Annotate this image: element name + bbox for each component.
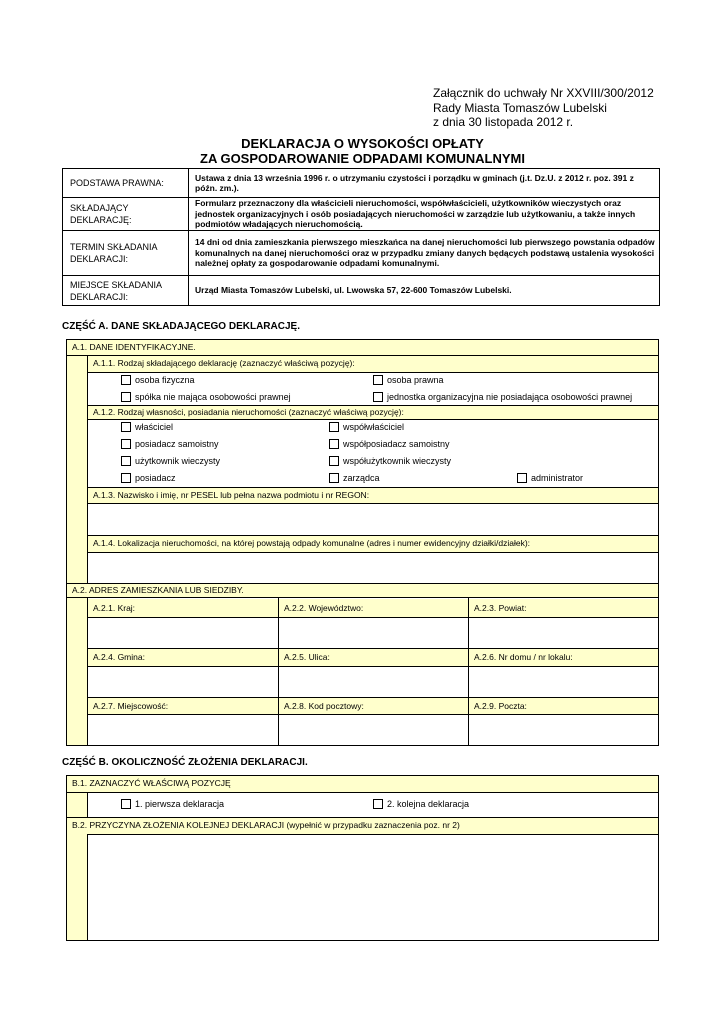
attachment-note (433, 86, 654, 130)
rule (67, 792, 658, 793)
b2-input[interactable] (88, 835, 658, 940)
checkbox-icon[interactable] (517, 473, 527, 483)
b1-header: B.1. ZAZNACZYĆ WŁAŚCIWĄ POZYCJĘ (67, 776, 658, 792)
address-grid (66, 597, 659, 746)
place-label-line-2: DEKLARACJI: (70, 291, 129, 302)
checkbox-icon[interactable] (329, 473, 339, 483)
field-poczta-input[interactable] (469, 715, 658, 745)
attachment-line-1: Załącznik do uchwały Nr XXVIII/300/2012 (433, 86, 654, 100)
a14-input[interactable] (88, 553, 658, 583)
attachment-line-2: Rady Miasta Tomaszów Lubelski (433, 100, 607, 115)
checkbox-icon[interactable] (373, 799, 383, 809)
option-posiadacz[interactable] (121, 473, 176, 483)
field-powiat-label: A.2.3. Powiat: (469, 599, 658, 617)
checkbox-icon[interactable] (121, 473, 131, 483)
part-a-frame (66, 339, 659, 598)
a11-header: A.1.1. Rodzaj składającego deklarację (zaznaczyć właściwą pozycję): (88, 356, 658, 372)
field-kod-label: A.2.8. Kod pocztowy: (279, 698, 468, 714)
a13-input[interactable] (88, 504, 658, 535)
info-row-deadline (63, 231, 660, 276)
option-osoba-prawna[interactable] (373, 375, 444, 385)
checkbox-icon[interactable] (121, 439, 131, 449)
field-ulica-input[interactable] (279, 667, 468, 697)
option-posiadacz-samoistny[interactable] (121, 439, 219, 449)
checkbox-icon[interactable] (373, 375, 383, 385)
field-powiat-input[interactable] (469, 618, 658, 648)
field-miejscowosc-input[interactable] (88, 715, 278, 745)
checkbox-icon[interactable] (329, 422, 339, 432)
checkbox-icon[interactable] (121, 456, 131, 466)
option-label: jednostka organizacyjna nie posiadająca osobowości prawnej (387, 392, 633, 402)
option-kolejna-deklaracja[interactable] (373, 799, 469, 809)
deadline-label (63, 231, 189, 276)
info-row-place (63, 276, 660, 306)
rule (87, 419, 658, 420)
option-label: właściciel (135, 422, 174, 432)
field-nr-domu-input[interactable] (469, 667, 658, 697)
field-nr-domu-label: A.2.6. Nr domu / nr lokalu: (469, 649, 658, 666)
option-label: zarządca (343, 473, 380, 483)
option-spolka[interactable] (121, 392, 291, 402)
option-wlasciciel[interactable] (121, 422, 173, 432)
option-wspoluzytkownik[interactable] (329, 456, 451, 466)
field-kod-input[interactable] (279, 715, 468, 745)
checkbox-icon[interactable] (121, 392, 131, 402)
a12-header: A.1.2. Rodzaj własności, posiadania nieruchomości (zaznaczyć właściwą pozycję): (88, 406, 658, 419)
part-a-margin (67, 340, 87, 597)
filer-value: Formularz przeznaczony dla właścicieli nieruchomości, współwłaścicieli, użytkowników wieczystych oraz jednostek organizacyjnych i osób posiadających nieruchomości w zarządzie lub użytkowaniu, a także innych podmiotów władających nieruchomością. (189, 198, 660, 231)
option-pierwsza-deklaracja[interactable] (121, 799, 224, 809)
field-poczta-label: A.2.9. Poczta: (469, 698, 658, 714)
place-label (63, 276, 189, 306)
field-kraj-label: A.2.1. Kraj: (88, 599, 278, 617)
field-wojewodztwo-label: A.2.2. Województwo: (279, 599, 468, 617)
option-osoba-fizyczna[interactable] (121, 375, 195, 385)
option-label: 1. pierwsza deklaracja (135, 799, 225, 809)
part-b-heading: CZĘŚĆ B. OKOLICZNOŚĆ ZŁOŻENIA DEKLARACJI. (62, 757, 308, 768)
info-row-basis (63, 169, 660, 198)
filer-label-line-2: DEKLARACJĘ: (70, 215, 132, 225)
option-wspolwlasciciel[interactable] (329, 422, 404, 432)
field-wojewodztwo-input[interactable] (279, 618, 468, 648)
checkbox-icon[interactable] (329, 439, 339, 449)
field-kraj-input[interactable] (88, 618, 278, 648)
a13-header: A.1.3. Nazwisko i imię, nr PESEL lub pełna nazwa podmiotu i nr REGON: (88, 488, 658, 503)
filer-label-line-1: SKŁADAJĄCY (70, 203, 129, 213)
filer-label (63, 198, 189, 231)
address-margin (67, 598, 87, 745)
info-row-filer (63, 198, 660, 231)
field-gmina-label: A.2.4. Gmina: (88, 649, 278, 666)
option-label: osoba fizyczna (135, 375, 195, 385)
field-miejscowosc-label: A.2.7. Miejscowość: (88, 698, 278, 714)
option-jednostka[interactable] (373, 392, 632, 402)
field-ulica-label: A.2.5. Ulica: (279, 649, 468, 666)
place-value: Urząd Miasta Tomaszów Lubelski, ul. Lwowska 57, 22-600 Tomaszów Lubelski. (189, 276, 660, 306)
b2-header: B.2. PRZYCZYNA ZŁOŻENIA KOLEJNEJ DEKLARACJI (wypełnić w przypadku zaznaczenia poz. nr 2) (67, 818, 658, 834)
place-label-line-1: MIEJSCE SKŁADANIA (70, 279, 163, 290)
option-label: współużytkownik wieczysty (343, 456, 452, 466)
option-label: współwłaściciel (343, 422, 405, 432)
checkbox-icon[interactable] (121, 422, 131, 432)
part-b-margin (67, 776, 87, 940)
title-line-2: ZA GOSPODAROWANIE ODPADAMI KOMUNALNYMI (200, 151, 525, 166)
info-table (62, 168, 660, 306)
checkbox-icon[interactable] (373, 392, 383, 402)
option-label: posiadacz samoistny (135, 439, 219, 449)
part-b-frame (66, 775, 659, 941)
attachment-line-3: z dnia 30 listopada 2012 r. (433, 115, 574, 129)
document-title (0, 136, 725, 166)
option-label: spółka nie mająca osobowości prawnej (135, 392, 291, 402)
field-gmina-input[interactable] (88, 667, 278, 697)
basis-value: Ustawa z dnia 13 września 1996 r. o utrzymaniu czystości i porządku w gminach (j.t. Dz.U. z 2012 r. poz. 391 z późn. zm.). (189, 169, 660, 198)
title-line-1: DEKLARACJA O WYSOKOŚCI OPŁATY (241, 136, 484, 151)
checkbox-icon[interactable] (121, 799, 131, 809)
option-label: współposiadacz samoistny (343, 439, 450, 449)
option-uzytkownik-wieczysty[interactable] (121, 456, 220, 466)
option-administrator[interactable] (517, 473, 583, 483)
option-label: osoba prawna (387, 375, 444, 385)
checkbox-icon[interactable] (329, 456, 339, 466)
basis-label: PODSTAWA PRAWNA: (63, 169, 189, 198)
deadline-label-line-1: TERMIN SKŁADANIA (70, 242, 158, 252)
rule (87, 372, 658, 373)
option-label: posiadacz (135, 473, 176, 483)
option-zarzadca[interactable] (329, 473, 380, 483)
option-label: administrator (531, 473, 584, 483)
part-a-heading: CZĘŚĆ A. DANE SKŁADAJĄCEGO DEKLARACJĘ. (62, 321, 300, 332)
option-label: 2. kolejna deklaracja (387, 799, 470, 809)
deadline-label-line-2: DEKLARACJI: (70, 254, 129, 264)
a2-header: A.2. ADRES ZAMIESZKANIA LUB SIEDZIBY. (67, 584, 658, 597)
a1-header: A.1. DANE IDENTYFIKACYJNE. (67, 340, 658, 355)
option-label: użytkownik wieczysty (135, 456, 221, 466)
a14-header: A.1.4. Lokalizacja nieruchomości, na której powstają odpady komunalne (adres i numer ewidencyjny działki/działek): (88, 536, 658, 552)
deadline-value: 14 dni od dnia zamieszkania pierwszego mieszkańca na danej nieruchomości lub pierwszego powstania odpadów komunalnych na danej nieruchomości oraz w przypadku zmiany danych będących podstawą ustalenia wysokości należnej opłaty za gospodarowanie odpadami komunalnymi. (189, 231, 660, 276)
option-wspolposiadacz[interactable] (329, 439, 450, 449)
checkbox-icon[interactable] (121, 375, 131, 385)
